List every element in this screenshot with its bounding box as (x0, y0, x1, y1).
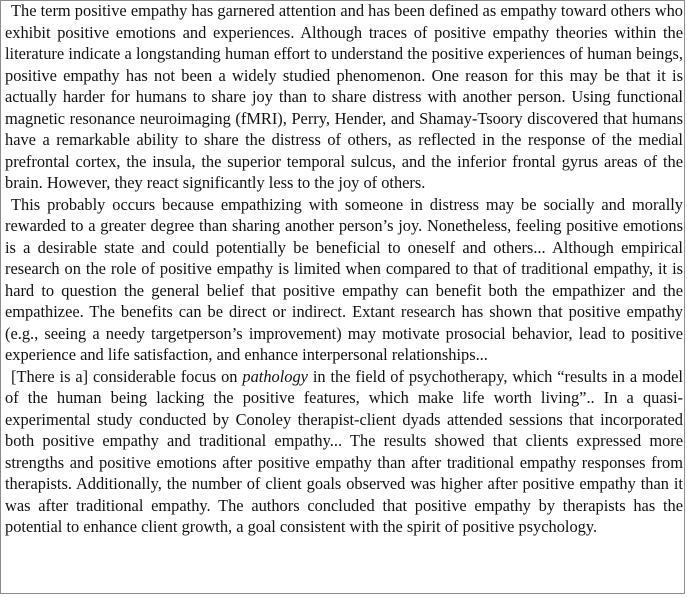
passage-text (5, 0, 683, 538)
paragraph-2-text: This probably occurs because empathizing with someone in distress may be socially and morally rewarded to a greater degree than sharing another person’s joy. Nonetheless, feeling positive emotions is a desirable state and could potentially be beneficial to oneself and others... Although empirical research on the role of positive empathy is limited when compared to that of traditional empathy, it is hard to question the general belief that positive empathy can benefit both the empathizer and the empathizee. The benefits can be direct or indirect. Extant research has shown that positive empathy (e.g., seeing a needy targetperson’s improvement) may motivate prosocial behavior, lead to positive experience and life satisfaction, and enhance interpersonal relationships... (5, 194, 683, 364)
paragraph-1-text: The term positive empathy has garnered attention and has been defined as empathy toward others who exhibit positive emotions and experiences. Although traces of positive empathy theories within the literature indicate a longstanding human effort to understand the positive experiences of human beings, positive empathy has not been a widely studied phenomenon. One reason for this may be that it is actually harder for humans to share joy than to share distress with another person. Using functional magnetic resonance neuroimaging (fMRI), Perry, Hender, and Shamay-Tsoory discovered that humans have a remarkable ability to share the distress of others, as reflected in the response of the medial prefrontal cortex, the insula, the superior temporal sulcus, and the inferior frontal gyrus areas of the brain. However, they react significantly less to the joy of others. (5, 1, 683, 192)
paragraph-3-text-start: [There is a] considerable focus on (11, 366, 243, 386)
paragraph-3 (5, 366, 683, 538)
paragraph-1 (5, 0, 683, 194)
italic-term-pathology: pathology (242, 366, 308, 386)
paragraph-3-text-end: in the field of psychotherapy, which “results in a model of the human being lacking the positive features, which make life worth living”.. In a quasi-experimental study conducted by Conoley therapist-client dyads attended sessions that incorporated both positive empathy and traditional empathy... The results showed that clients expressed more strengths and positive emotions after positive empathy than after traditional empathy responses from therapists. Additionally, the number of client goals observed was higher after positive empathy than it was after traditional empathy. The authors concluded that positive empathy by therapists has the potential to enhance client growth, a goal consistent with the spirit of positive psychology. (5, 366, 683, 536)
paragraph-2 (5, 194, 683, 366)
